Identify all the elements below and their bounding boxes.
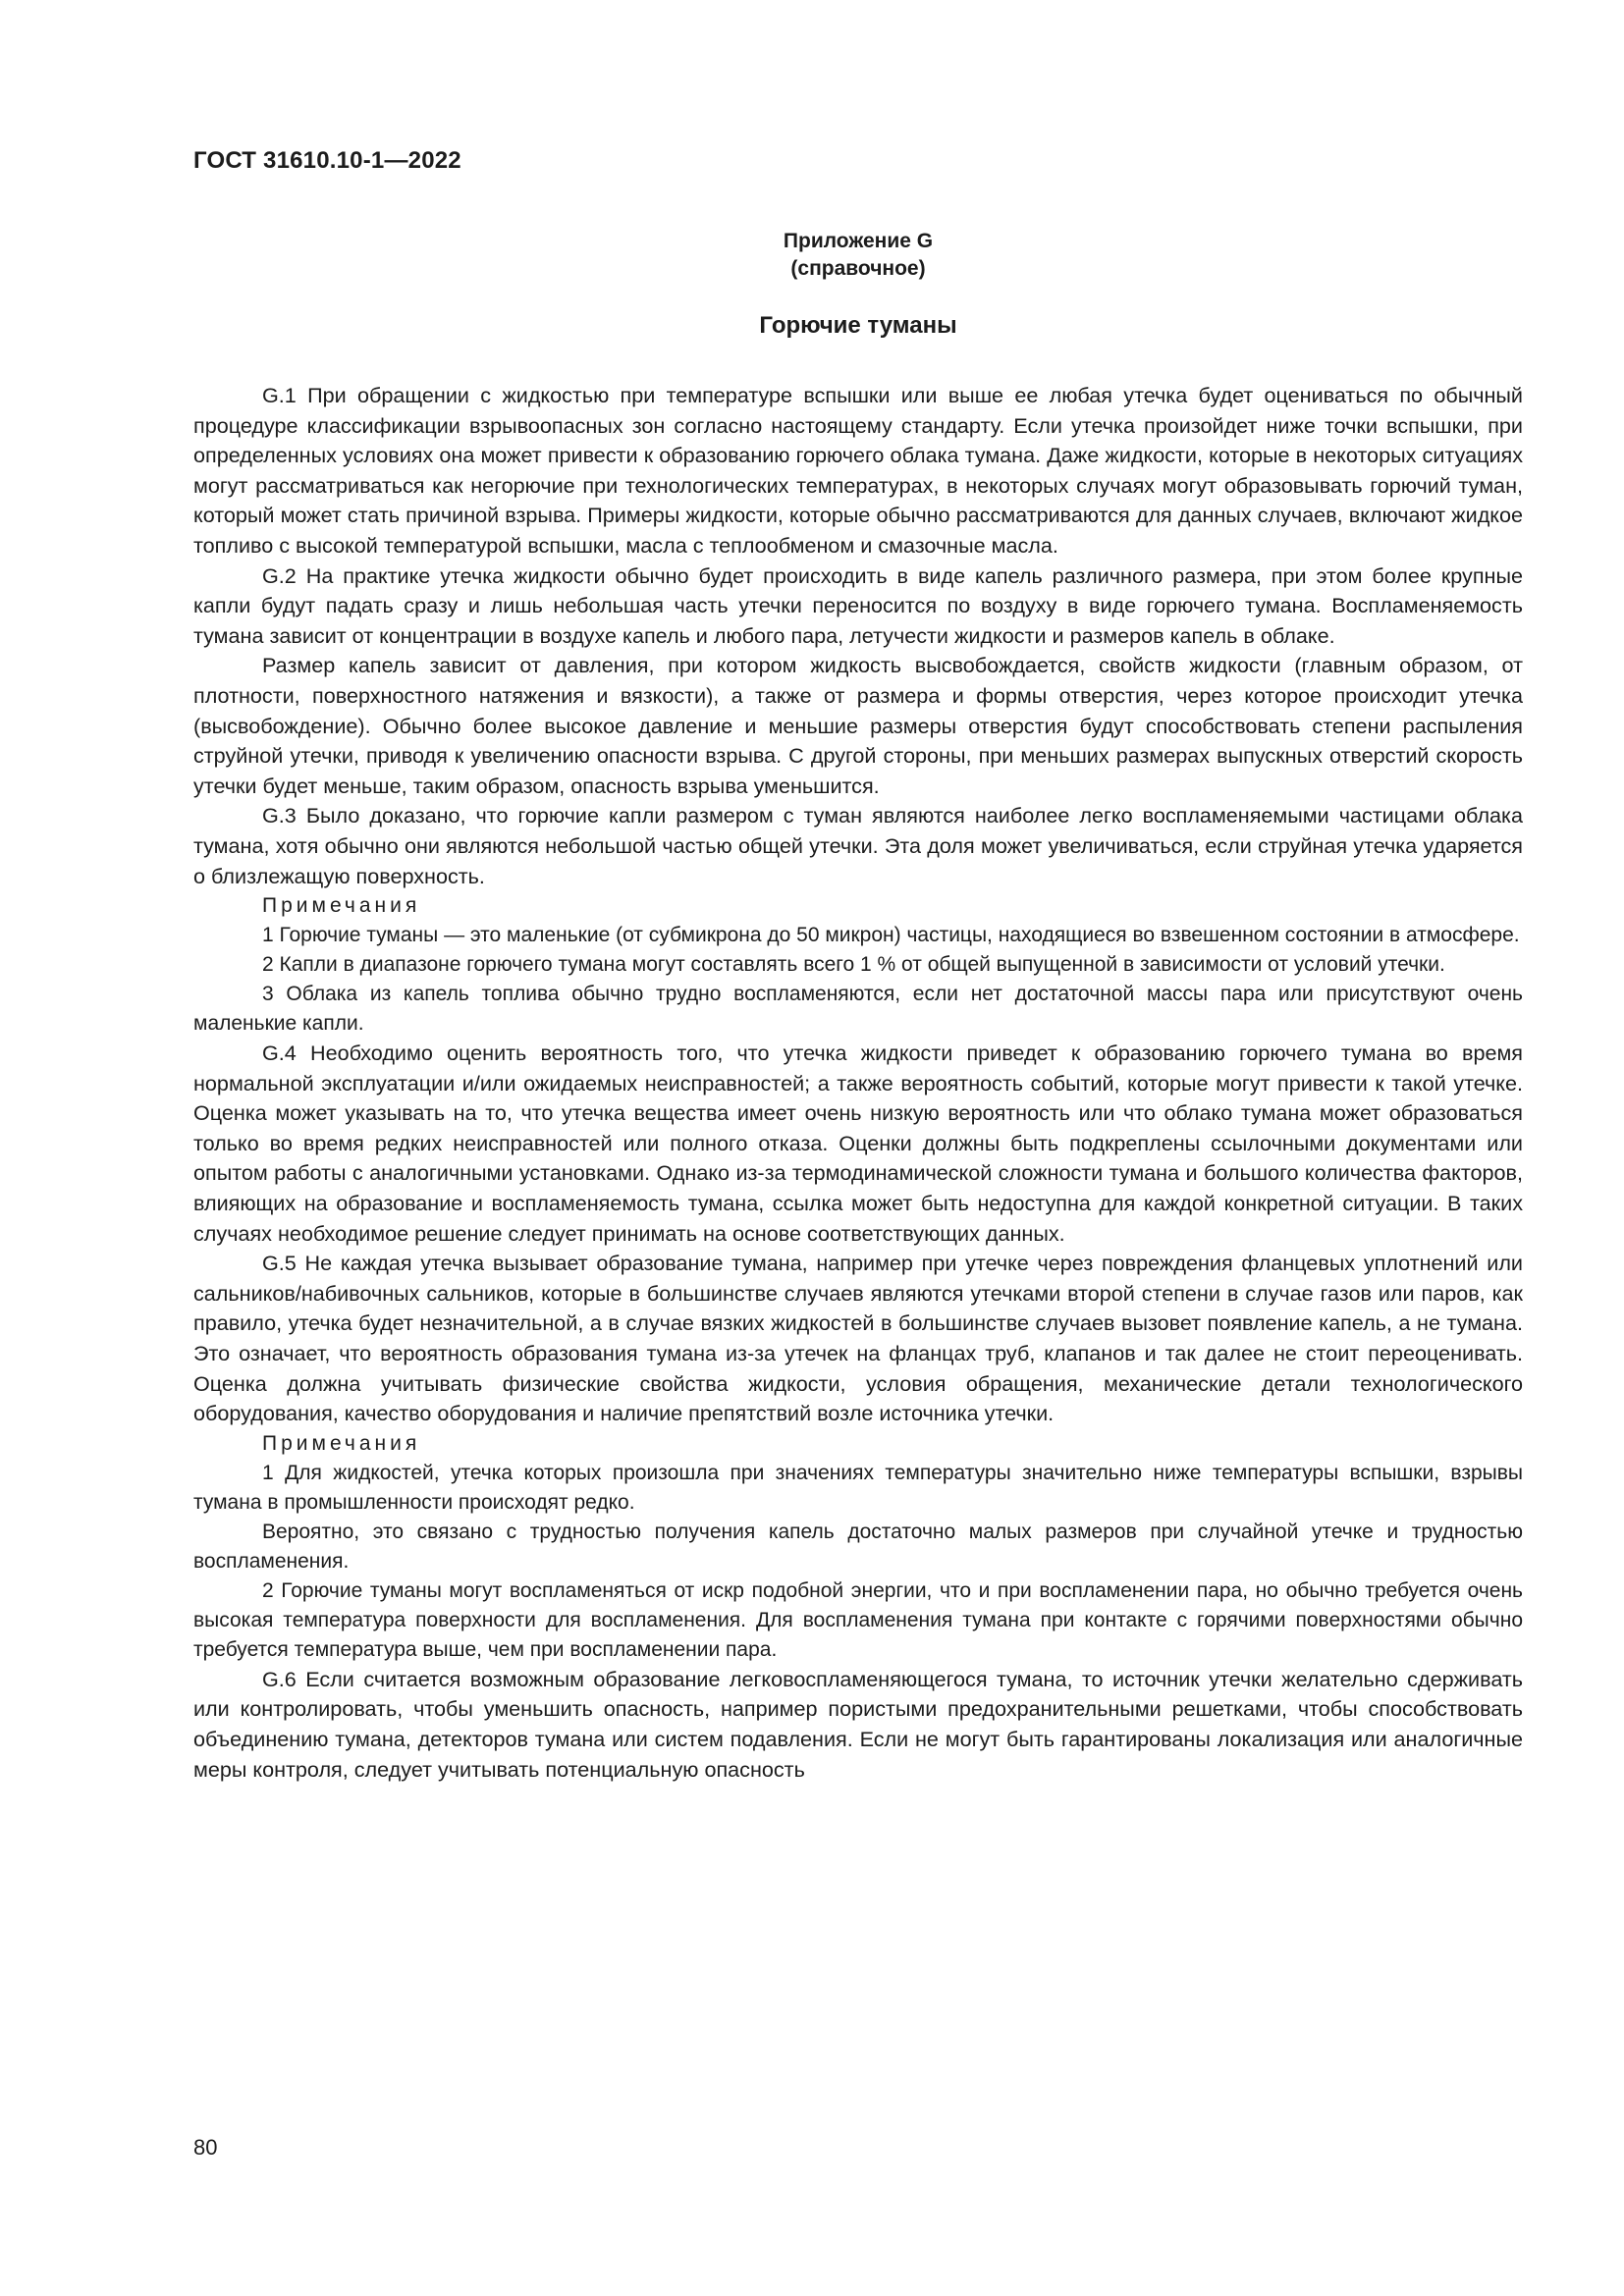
paragraph-g1: G.1 При обращении с жидкостью при температуре вспышки или выше ее любая утечка будет оцениваться по обычный процедуре классификации взрывоопасных зон согласно настоящему стандарту. Если утечка произойдет ниже точки вспышки, при определенных условиях она может привести к образованию горючего облака тумана. Даже жидкости, которые в некоторых ситуациях могут рассматриваться как негорючие при технологических температурах, в некоторых случаях могут образовывать горючий туман, который может стать причиной взрыва. Примеры жидкости, которые обычно рассматриваются для данных случаев, включают жидкое топливо с высокой температурой вспышки, масла с теплообменом и смазочные масла. <box>193 383 1523 558</box>
annex-header <box>193 228 1523 341</box>
paragraph-g3: G.3 Было доказано, что горючие капли размером с туман являются наиболее легко воспламеняемыми частицами облака тумана, хотя обычно они являются небольшой частью общей утечки. Эта доля может увеличиваться, если струйная утечка ударяется о близлежащую поверхность. <box>193 803 1523 888</box>
note-item: 2 Капли в диапазоне горючего тумана могут составлять всего 1 % от общей выпущенной в зависимости от условий утечки. <box>262 953 1445 977</box>
note-item: 2 Горючие туманы могут воспламеняться от искр подобной энергии, что и при воспламенении пара, но обычно требуется очень высокая температура поверхности для воспламенения. Для воспламенения тумана при контакте с горячими поверхностями обычно требуется температура выше, чем при воспламенении пара. <box>193 1578 1523 1661</box>
paragraph-g2: G.2 На практике утечка жидкости обычно будет происходить в виде капель различного размера, при этом более крупные капли будут падать сразу и лишь небольшая часть утечки переносится по воздуху в виде горючего тумана. Воспламеняемость тумана зависит от концентрации в воздухе капель и любого пара, летучести жидкости и размеров капель в облаке. <box>193 562 1523 648</box>
notes-block-1 <box>193 891 1523 1039</box>
paragraph-g4: G.4 Необходимо оценить вероятность того, что утечка жидкости приведет к образованию горючего тумана во время нормальной эксплуатации и/или ожидаемых неисправностей; а также вероятность событий, которые могут привести к такой утечке. Оценка может указывать на то, что утечка вещества имеет очень низкую вероятность или что облако тумана может образоваться только во время редких неисправностей или полного отказа. Оценки должны быть подкреплены ссылочными документами или опытом работы с аналогичными установками. Однако из-за термодинамической сложности тумана и большого количества факторов, влияющих на образование и воспламеняемость тумана, ссылка может быть недоступна для каждой конкретной ситуации. В таких случаях необходимое решение следует принимать на основе соответствующих данных. <box>193 1041 1523 1246</box>
notes-block-2 <box>193 1429 1523 1665</box>
paragraph-g6: G.6 Если считается возможным образование легковоспламеняющегося тумана, то источник утечки желательно сдерживать или контролировать, чтобы уменьшить опасность, например пористыми предохранительными решетками, чтобы способствовать объединению тумана, детекторов тумана или систем подавления. Если не могут быть гарантированы локализация или аналогичные меры контроля, следует учитывать потенциальную опасность <box>193 1666 1523 1782</box>
note-item: 1 Горючие туманы — это маленькие (от субмикрона до 50 микрон) частицы, находящиеся во взвешенном состоянии в атмосфере. <box>262 924 1520 947</box>
note-item: Вероятно, это связано с трудностью получения капель достаточно малых размеров при случайной утечке и трудностью воспламенения. <box>193 1520 1523 1573</box>
paragraph-g2-continued: Размер капель зависит от давления, при котором жидкость высвобождается, свойств жидкости (главным образом, от плотности, поверхностного натяжения и вязкости), а также от размера и формы отверстия, через которое происходит утечка (высвобождение). Обычно более высокое давление и меньшие размеры отверстия будут способствовать степени распыления струйной утечки, приводя к увеличению опасности взрыва. С другой стороны, при меньших размерах выпускных отверстий скорость утечки будет меньше, таким образом, опасность взрыва уменьшится. <box>193 653 1523 798</box>
note-item: 3 Облака из капель топлива обычно трудно воспламеняются, если нет достаточной массы пара или присутствуют очень маленькие капли. <box>193 983 1523 1036</box>
annex-title: Приложение G <box>783 230 934 252</box>
document-number: ГОСТ 31610.10-1—2022 <box>193 147 461 174</box>
paragraph-g5: G.5 Не каждая утечка вызывает образование тумана, например при утечке через повреждения фланцевых уплотнений или сальников/набивочных сальников, которые в большинстве случаев являются утечками второй степени в случае газов или паров, как правило, утечка будет незначительной, а в случае вязких жидкостей в большинстве случаев вызовет появление капель, а не тумана. Это означает, что вероятность образования тумана из-за утечек на фланцах труб, клапанов и так далее не стоит переоценивать. Оценка должна учитывать физические свойства жидкости, условия обращения, механические детали технологического оборудования, качество оборудования и наличие препятствий возле источника утечки. <box>193 1251 1523 1426</box>
annex-heading: Горючие туманы <box>759 312 957 339</box>
document-body <box>193 381 1523 1785</box>
notes-heading: Примечания <box>262 1431 421 1455</box>
note-item: 1 Для жидкостей, утечка которых произошла при значениях температуры значительно ниже температуры вспышки, взрывы тумана в промышленности происходят редко. <box>193 1461 1523 1514</box>
annex-type: (справочное) <box>790 257 926 280</box>
page-number: 80 <box>193 2135 218 2160</box>
notes-heading: Примечания <box>262 894 421 918</box>
